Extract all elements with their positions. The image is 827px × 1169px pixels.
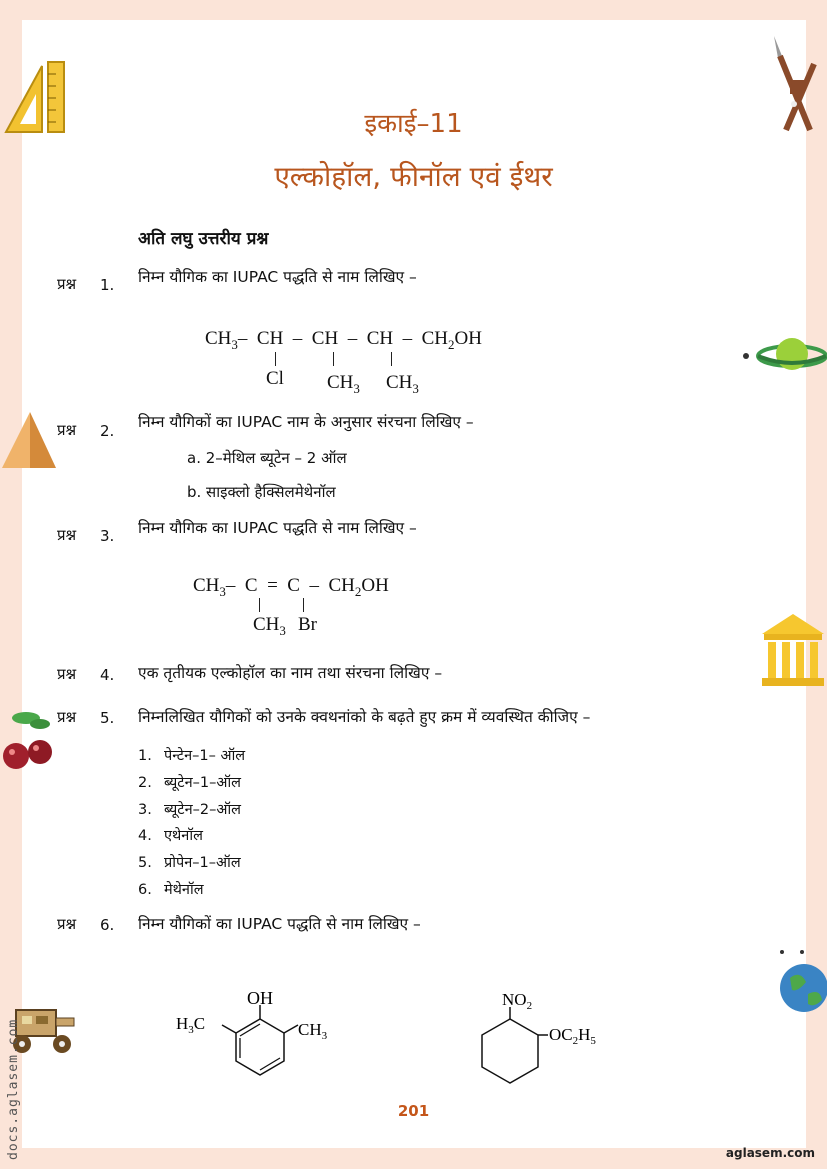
option-item (138, 772, 241, 792)
option-text: पेन्टेन–1– ऑल (164, 748, 246, 764)
page-number: 201 (397, 1102, 430, 1120)
methyl-label-left: $H_3C$ (176, 1014, 206, 1036)
bond-line (391, 352, 392, 366)
unit-heading: इकाई–11 (364, 109, 463, 139)
option-number: 3. (138, 802, 152, 818)
option-text: प्रोपेन–1–ऑल (164, 855, 241, 871)
substituent-methyl: $CH_3$ (386, 372, 419, 396)
option-item (138, 799, 241, 819)
question-text: निम्न यौगिक का IUPAC पद्धति से नाम लिखिए – (138, 519, 417, 537)
question-text: निम्न यौगिकों का IUPAC पद्धति से नाम लिखिए – (138, 915, 421, 933)
hydroxyl-label: OH (247, 988, 273, 1008)
question-label: प्रश्न (57, 526, 77, 544)
structure-6a (170, 985, 340, 1090)
question-number: 6. (100, 916, 115, 934)
option-item (138, 825, 203, 845)
question-text: निम्नलिखित यौगिकों को उनके क्वथनांको के बढ़ते हुए क्रम में व्यवस्थित कीजिए – (138, 708, 591, 726)
question-number: 3. (100, 527, 115, 545)
question-label: प्रश्न (57, 421, 77, 439)
option-item (138, 852, 241, 872)
option-number: 5. (138, 855, 152, 871)
watermark: docs.aglasem.com (6, 1018, 21, 1160)
pyramid-icon (0, 410, 58, 472)
option-number: 1. (138, 748, 152, 764)
option-item (138, 879, 204, 899)
structure-3-main: $CH_3-$ $C = C - CH_2OH$ (193, 575, 389, 599)
planet-icon (742, 330, 827, 380)
option-text: ब्यूटेन–2–ऑल (164, 802, 242, 818)
option-text: ब्यूटेन–1–ऑल (164, 775, 242, 791)
substituent-cl: Cl (266, 368, 284, 389)
globe-icon (776, 948, 827, 1020)
bond-line (333, 352, 334, 366)
question-number: 5. (100, 709, 115, 727)
question-text: एक तृतीयक एल्कोहॉल का नाम तथा संरचना लिखिए – (138, 664, 443, 682)
bond-line (303, 598, 304, 612)
substituent-br: Br (298, 614, 317, 635)
question-text: निम्न यौगिक का IUPAC पद्धति से नाम लिखिए – (138, 268, 417, 286)
substituent-methyl: $CH_3$ (253, 614, 286, 638)
subpart-b: b. साइक्लो हैक्सिलमेथेनॉल (187, 483, 336, 501)
question-number: 2. (100, 422, 115, 440)
option-number: 2. (138, 775, 152, 791)
option-number: 6. (138, 882, 152, 898)
question-label: प्रश्न (57, 708, 77, 726)
ethoxy-label: $OC_2H_5$ (549, 1025, 596, 1047)
bond-line (275, 352, 276, 366)
subpart-a: a. 2–मेथिल ब्यूटेन – 2 ऑल (187, 449, 347, 467)
site-name: aglasem.com (725, 1146, 815, 1160)
option-text: मेथेनॉल (164, 882, 204, 898)
bond-line (259, 598, 260, 612)
methyl-label-right: $CH_3$ (298, 1020, 328, 1042)
question-label: प्रश्न (57, 275, 77, 293)
question-number: 1. (100, 276, 115, 294)
cherries-icon (0, 706, 60, 778)
structure-1-main: $CH_3-$ CH – CH – CH – $CH_2OH$ (205, 328, 482, 352)
option-text: एथेनॉल (164, 828, 203, 844)
question-number: 4. (100, 666, 115, 684)
question-label: प्रश्न (57, 665, 77, 683)
nitro-label: $NO_2$ (502, 990, 533, 1012)
option-number: 4. (138, 828, 152, 844)
chapter-title: एल्कोहॉल, फीनॉल एवं ईथर (274, 160, 553, 193)
section-heading: अति लघु उत्तरीय प्रश्न (138, 229, 269, 249)
temple-icon (760, 612, 826, 688)
substituent-methyl: $CH_3$ (327, 372, 360, 396)
question-text: निम्न यौगिकों का IUPAC नाम के अनुसार संरचना लिखिए – (138, 413, 474, 431)
option-item (138, 745, 245, 765)
structure-6b (470, 985, 630, 1090)
question-label: प्रश्न (57, 915, 77, 933)
